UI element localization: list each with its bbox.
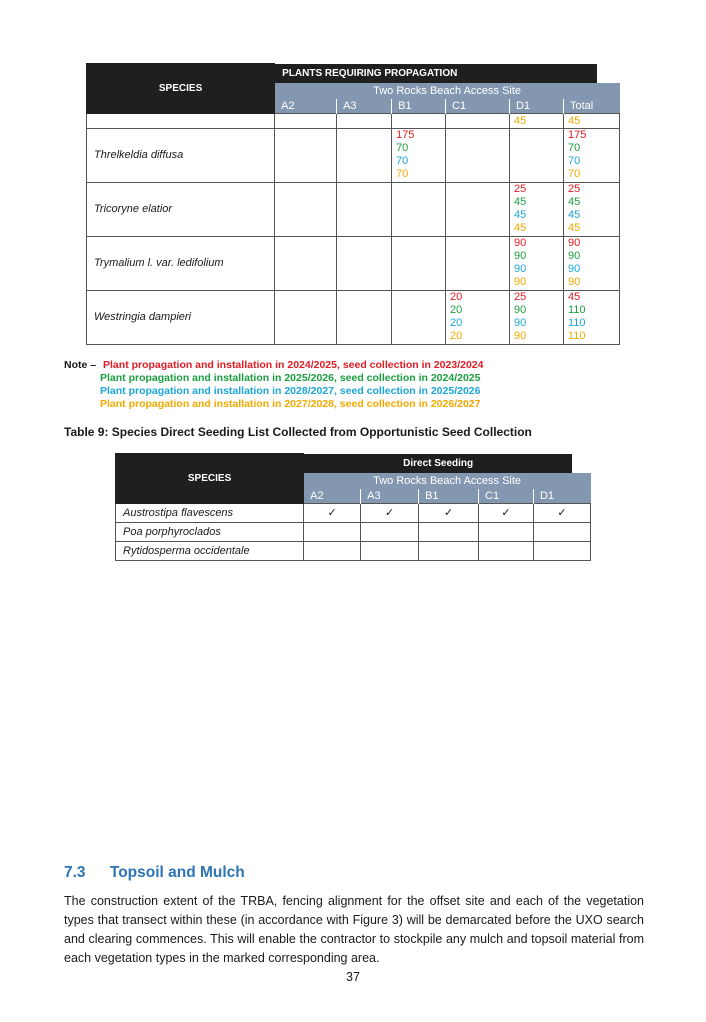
species-name: Poa porphyroclados: [116, 522, 304, 541]
c1-values: [446, 290, 510, 344]
body-paragraph: The construction extent of the TRBA, fencing alignment for the offset site and each of the vegetation types that transect within these (in accordance with Figure 3) will be demarcated before the UXO search and clearing commences. This will enable the contractor to stockpile any mulch and topsoil material from each vegetation types in the marked corresponding area.: [64, 894, 644, 965]
total-values: [563, 128, 619, 182]
section-number: 7.3: [64, 864, 86, 881]
table-row: [116, 522, 591, 541]
propagation-table: [86, 63, 620, 345]
col-header-a3: A3: [337, 98, 392, 113]
value: 45: [513, 209, 527, 221]
value: 90: [513, 237, 527, 249]
page-number: 37: [346, 970, 360, 984]
section-heading: [64, 864, 245, 882]
value: 70: [396, 155, 409, 167]
b1-values: [392, 128, 446, 182]
col-header-b1: B1: [419, 488, 479, 503]
value: 110: [567, 330, 586, 342]
check-mark: ✓: [479, 503, 534, 522]
value: 25: [513, 291, 527, 303]
total-values: [563, 182, 619, 236]
group-header: Direct Seeding: [304, 454, 572, 473]
value: 45: [567, 196, 581, 208]
species-name: Austrostipa flavescens: [116, 503, 304, 522]
table-row: [87, 182, 620, 236]
value: 175: [567, 129, 587, 141]
value: 45: [567, 291, 581, 303]
value: 70: [567, 168, 581, 180]
species-name: Westringia dampieri: [87, 290, 275, 344]
note-line: Plant propagation and installation in 2027/2028, seed collection in 2026/2027: [100, 398, 481, 410]
col-header-a2: A2: [275, 98, 337, 113]
d1-values: [509, 236, 563, 290]
total-values: [563, 236, 619, 290]
table-caption: Table 9: Species Direct Seeding List Collected from Opportunistic Seed Collection: [64, 425, 532, 439]
col-header-b1: B1: [392, 98, 446, 113]
value: 110: [567, 304, 586, 316]
total-value: 45: [563, 113, 619, 128]
species-name: Trymalium l. var. ledifolium: [87, 236, 275, 290]
table-row: [116, 503, 591, 522]
species-name: Rytidosperma occidentale: [116, 541, 304, 560]
note-line: Plant propagation and installation in 2024/2025, seed collection in 2023/2024: [103, 359, 484, 371]
value: 45: [567, 222, 581, 234]
value: 90: [567, 237, 581, 249]
value: 20: [450, 317, 463, 329]
section-title: Topsoil and Mulch: [109, 864, 245, 881]
table-row: [87, 290, 620, 344]
value: 90: [513, 263, 527, 275]
site-header: Two Rocks Beach Access Site: [304, 473, 591, 488]
note-line: Plant propagation and installation in 2025/2026, seed collection in 2024/2025: [100, 372, 481, 384]
note-line: Plant propagation and installation in 2028/2027, seed collection in 2025/2026: [100, 385, 481, 397]
value: 25: [567, 183, 581, 195]
group-header: PLANTS REQUIRING PROPAGATION: [275, 64, 597, 83]
value: 90: [513, 330, 527, 342]
check-mark: ✓: [419, 503, 479, 522]
value: 90: [567, 263, 581, 275]
check-mark: ✓: [304, 503, 361, 522]
col-header-c1: C1: [446, 98, 510, 113]
site-header: Two Rocks Beach Access Site: [275, 83, 620, 98]
col-header-total: Total: [563, 98, 619, 113]
value: 70: [396, 168, 409, 180]
d1-values: [509, 290, 563, 344]
value: 110: [567, 317, 586, 329]
value: 45: [567, 209, 581, 221]
value: 70: [567, 155, 581, 167]
col-header-d1: D1: [509, 98, 563, 113]
note-prefix: Note –: [64, 359, 97, 371]
species-name: Tricoryne elatior: [87, 182, 275, 236]
col-header-d1: D1: [533, 488, 590, 503]
value: 90: [567, 276, 581, 288]
table-row: [87, 128, 620, 182]
value: 20: [450, 330, 463, 342]
col-header-c1: C1: [479, 488, 534, 503]
value: 70: [396, 142, 409, 154]
species-header: SPECIES: [116, 454, 304, 504]
col-header-a3: A3: [361, 488, 419, 503]
species-name: Threlkeldia diffusa: [87, 128, 275, 182]
value: 25: [513, 183, 527, 195]
table-row: [87, 236, 620, 290]
table-row: [87, 113, 620, 128]
note-block: [64, 359, 483, 411]
value: 90: [513, 250, 527, 262]
value: 90: [513, 317, 527, 329]
species-header: SPECIES: [87, 64, 275, 114]
value: 70: [567, 142, 581, 154]
direct-seeding-table: [115, 453, 591, 561]
value: 20: [450, 304, 463, 316]
value: 90: [513, 304, 527, 316]
d1-values: [509, 182, 563, 236]
d1-value: 45: [509, 113, 563, 128]
value: 90: [567, 250, 581, 262]
value: 45: [513, 196, 527, 208]
check-mark: ✓: [361, 503, 419, 522]
table-row: [116, 541, 591, 560]
col-header-a2: A2: [304, 488, 361, 503]
value: 20: [450, 291, 463, 303]
total-values: [563, 290, 619, 344]
value: 45: [513, 222, 527, 234]
value: 175: [396, 129, 415, 141]
value: 90: [513, 276, 527, 288]
check-mark: ✓: [533, 503, 590, 522]
